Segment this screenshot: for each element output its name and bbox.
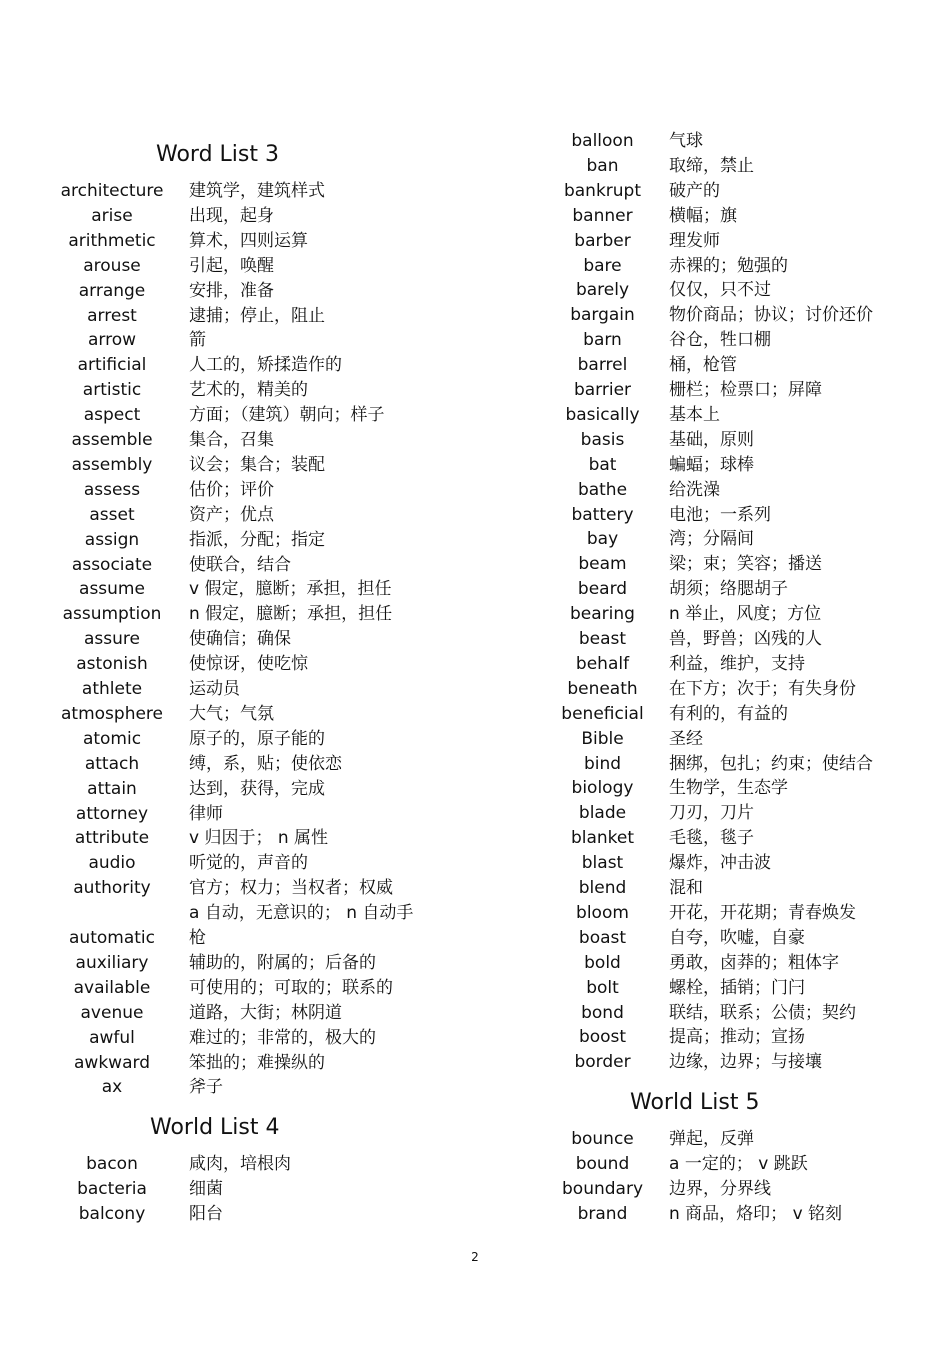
entry-definition: 人工的，矫揉造作的 bbox=[189, 355, 342, 376]
entry-word: atmosphere bbox=[61, 703, 163, 724]
entry-definition: 理发师 bbox=[669, 230, 720, 251]
entry-word: barrel bbox=[577, 355, 628, 376]
entry-word: attain bbox=[87, 778, 137, 799]
entry-word: atomic bbox=[82, 728, 142, 749]
word-entry bbox=[0, 876, 950, 900]
entry-definition: 使联合，结合 bbox=[189, 554, 291, 575]
entry-definition: 刀刃，刀片 bbox=[669, 803, 754, 824]
entry-word: arrest bbox=[87, 305, 137, 326]
entry-word: beneficial bbox=[561, 703, 644, 724]
entry-definition: 辅助的，附属的；后备的 bbox=[189, 952, 376, 973]
entry-word: bankrupt bbox=[563, 180, 642, 201]
entry-word: assign bbox=[84, 529, 140, 550]
entry-word: bloom bbox=[576, 902, 629, 923]
entry-definition: 可使用的；可取的；联系的 bbox=[189, 977, 393, 998]
entry-word: bathe bbox=[577, 479, 628, 500]
entry-definition: 笨拙的；难操纵的 bbox=[189, 1052, 325, 1073]
entry-word: assumption bbox=[62, 604, 162, 625]
entry-word: barn bbox=[583, 330, 622, 351]
entry-word: bind bbox=[583, 753, 622, 774]
entry-word: blanket bbox=[570, 828, 635, 849]
entry-word: athlete bbox=[81, 679, 143, 699]
entry-word: boost bbox=[578, 1027, 627, 1048]
entry-definition: 使确信；确保 bbox=[189, 629, 291, 650]
entry-definition: n 举止，风度；方位 bbox=[669, 604, 822, 625]
entry-word: arrange bbox=[78, 280, 146, 301]
entry-word: basically bbox=[565, 404, 640, 425]
word-entry bbox=[0, 826, 950, 850]
entry-word: attach bbox=[84, 753, 140, 774]
entry-word: assemble bbox=[71, 430, 153, 450]
entry-definition: 兽，野兽；凶残的人 bbox=[669, 629, 822, 649]
word-entry bbox=[0, 1177, 950, 1201]
entry-definition: 指派，分配；指定 bbox=[189, 529, 325, 550]
entry-definition: n 假定，臆断；承担，担任 bbox=[189, 604, 393, 625]
entry-definition: 自夸，吹嘘，自豪 bbox=[669, 927, 805, 948]
entry-definition: 桶，枪管 bbox=[669, 355, 737, 376]
entry-word: balloon bbox=[571, 131, 634, 151]
entry-word: barely bbox=[575, 280, 630, 301]
entry-definition: 引起，唤醒 bbox=[189, 255, 274, 276]
word-entry bbox=[0, 552, 950, 576]
entry-definition: 电池；一系列 bbox=[669, 504, 771, 525]
entry-word: Bible bbox=[581, 728, 624, 749]
word-entry bbox=[0, 453, 950, 477]
entry-definition: 大气；气氛 bbox=[189, 703, 274, 724]
entry-word: ban bbox=[586, 155, 619, 176]
entry-definition: 湾；分隔间 bbox=[669, 529, 754, 550]
entry-definition: 破产的 bbox=[669, 180, 720, 201]
entry-definition: 取缔，禁止 bbox=[669, 155, 754, 176]
page-number: 2 bbox=[471, 1250, 479, 1264]
word-entry bbox=[0, 1050, 950, 1074]
entry-definition: 听觉的，声音的 bbox=[189, 853, 308, 874]
entry-word: auxiliary bbox=[75, 952, 149, 973]
entry-definition: 边界，分界线 bbox=[669, 1178, 771, 1199]
section-title: World List 5 bbox=[630, 1090, 760, 1115]
entry-definition: 赤裸的；勉强的 bbox=[669, 255, 788, 276]
entry-definition: 栅栏；检票口；屏障 bbox=[669, 380, 822, 400]
entry-definition: 枪 bbox=[189, 928, 206, 948]
entry-definition: 毛毯，毯子 bbox=[669, 828, 754, 849]
entry-definition: 集合，召集 bbox=[189, 430, 274, 450]
entry-definition: 谷仓，牲口棚 bbox=[669, 330, 771, 351]
entry-definition: 安排，准备 bbox=[189, 280, 274, 301]
entry-word: astonish bbox=[76, 654, 148, 675]
entry-word: basis bbox=[580, 429, 625, 450]
entry-definition: 箭 bbox=[189, 330, 206, 351]
word-entry bbox=[0, 154, 950, 178]
word-entry bbox=[0, 801, 950, 825]
entry-definition: 边缘，边界；与接壤 bbox=[669, 1052, 822, 1073]
entry-definition: 生物学，生态学 bbox=[669, 778, 788, 799]
entry-definition: 达到，获得，完成 bbox=[189, 778, 325, 799]
entry-definition: 横幅；旗 bbox=[669, 205, 737, 226]
word-entry bbox=[0, 1152, 950, 1176]
entry-word: aspect bbox=[83, 405, 141, 426]
entry-definition: 有利的，有益的 bbox=[669, 703, 788, 724]
entry-definition: 原子的，原子能的 bbox=[189, 728, 325, 749]
section-title: World List 4 bbox=[150, 1115, 280, 1140]
entry-word: bat bbox=[588, 454, 617, 475]
entry-definition: 联结，联系；公债；契约 bbox=[669, 1002, 856, 1023]
entry-word: arithmetic bbox=[68, 230, 156, 251]
entry-word: bounce bbox=[571, 1129, 634, 1149]
word-entry bbox=[0, 129, 950, 153]
entry-definition: 基本上 bbox=[669, 404, 720, 425]
entry-word: blast bbox=[581, 853, 624, 874]
entry-word: beast bbox=[578, 629, 627, 649]
entry-word: biology bbox=[571, 778, 634, 799]
entry-word: architecture bbox=[60, 181, 164, 201]
entry-word: bargain bbox=[570, 305, 635, 326]
entry-word: bolt bbox=[586, 977, 619, 998]
entry-word: assess bbox=[83, 479, 141, 500]
entry-word: beard bbox=[577, 579, 628, 600]
word-entry bbox=[0, 1075, 950, 1099]
entry-word: assume bbox=[79, 579, 145, 600]
entry-definition: 律师 bbox=[189, 803, 223, 824]
word-entry bbox=[0, 1001, 950, 1025]
entry-word: beneath bbox=[567, 678, 638, 699]
word-entry bbox=[0, 328, 950, 352]
word-entry bbox=[0, 951, 950, 975]
entry-word: bay bbox=[586, 529, 619, 550]
entry-definition: a 自动，无意识的； n 自动手 bbox=[189, 903, 414, 924]
entry-definition: 仅仅，只不过 bbox=[669, 280, 771, 301]
entry-word: avenue bbox=[80, 1002, 144, 1023]
entry-word: attorney bbox=[75, 803, 149, 824]
entry-definition: 难过的；非常的，极大的 bbox=[189, 1027, 376, 1048]
word-entry bbox=[0, 204, 950, 228]
entry-word: authority bbox=[73, 878, 151, 899]
entry-definition: 蝙蝠；球棒 bbox=[669, 454, 754, 475]
entry-word: blend bbox=[578, 878, 627, 898]
word-entry bbox=[0, 1202, 950, 1226]
entry-word: balcony bbox=[78, 1203, 146, 1224]
word-entry bbox=[0, 727, 950, 751]
entry-word: banner bbox=[572, 205, 633, 226]
entry-word: audio bbox=[88, 853, 136, 874]
entry-definition: 物价商品；协议；讨价还价 bbox=[669, 305, 873, 326]
entry-word: bacteria bbox=[77, 1178, 147, 1199]
entry-word: blade bbox=[578, 803, 627, 824]
entry-word: boast bbox=[578, 927, 627, 948]
entry-definition: 运动员 bbox=[189, 679, 240, 699]
entry-definition: 官方；权力；当权者；权威 bbox=[189, 878, 393, 899]
entry-word: attribute bbox=[74, 828, 150, 849]
entry-word: asset bbox=[89, 504, 135, 525]
entry-word: barrier bbox=[573, 380, 632, 400]
word-entry bbox=[0, 503, 950, 527]
word-entry bbox=[0, 677, 950, 701]
entry-word: arise bbox=[91, 205, 133, 226]
entry-word: bearing bbox=[570, 604, 635, 625]
entry-definition: 爆炸，冲击波 bbox=[669, 853, 771, 874]
word-entry bbox=[0, 527, 950, 551]
word-entry bbox=[0, 652, 950, 676]
entry-word: beam bbox=[578, 554, 627, 575]
entry-word: assembly bbox=[71, 454, 153, 475]
entry-definition: 缚，系，贴；使依恋 bbox=[189, 753, 342, 774]
entry-word: artificial bbox=[77, 355, 147, 376]
entry-word: arouse bbox=[83, 255, 141, 276]
entry-definition: 开花，开花期；青春焕发 bbox=[669, 902, 856, 923]
entry-definition: 捆绑，包扎；约束；使结合 bbox=[669, 753, 873, 774]
entry-definition: 弹起，反弹 bbox=[669, 1129, 754, 1149]
entry-definition: v 假定，臆断；承担，担任 bbox=[189, 579, 392, 600]
word-entry bbox=[0, 403, 950, 427]
word-entry bbox=[0, 179, 950, 203]
word-entry bbox=[0, 901, 950, 925]
entry-word: brand bbox=[577, 1203, 628, 1224]
entry-definition: 胡须；络腮胡子 bbox=[669, 579, 788, 600]
entry-word: bold bbox=[584, 952, 621, 973]
word-entry bbox=[0, 478, 950, 502]
entry-definition: 阳台 bbox=[189, 1203, 223, 1224]
entry-definition: 使惊讶，使吃惊 bbox=[189, 654, 308, 675]
entry-definition: 资产；优点 bbox=[189, 504, 274, 525]
entry-word: border bbox=[574, 1052, 631, 1073]
word-entry bbox=[0, 378, 950, 402]
entry-word: bond bbox=[581, 1002, 624, 1023]
entry-definition: 算术，四则运算 bbox=[189, 230, 308, 251]
entry-definition: 道路，大街；林阴道 bbox=[189, 1002, 342, 1023]
entry-word: battery bbox=[571, 504, 634, 525]
entry-definition: 估价；评价 bbox=[189, 479, 274, 500]
entry-definition: 圣经 bbox=[669, 728, 703, 749]
entry-definition: 梁；束；笑容；播送 bbox=[669, 554, 822, 575]
word-entry bbox=[0, 577, 950, 601]
entry-definition: 出现，起身 bbox=[189, 205, 274, 226]
entry-definition: 在下方；次于；有失身份 bbox=[669, 678, 856, 699]
entry-definition: n 商品，烙印； v 铭刻 bbox=[669, 1203, 843, 1224]
entry-definition: 艺术的，精美的 bbox=[189, 380, 308, 401]
entry-word: awkward bbox=[74, 1052, 150, 1073]
word-entry bbox=[0, 627, 950, 651]
word-entry bbox=[0, 278, 950, 302]
entry-word: behalf bbox=[575, 653, 630, 674]
word-entry bbox=[0, 428, 950, 452]
word-entry bbox=[0, 702, 950, 726]
entry-definition: 方面；（建筑）朝向；样子 bbox=[189, 405, 385, 426]
entry-word: artistic bbox=[82, 380, 142, 401]
entry-definition: 斧子 bbox=[189, 1077, 223, 1098]
entry-word: boundary bbox=[562, 1178, 643, 1199]
entry-definition: 建筑学，建筑样式 bbox=[189, 181, 325, 201]
entry-word: automatic bbox=[69, 928, 155, 948]
entry-word: awful bbox=[89, 1027, 135, 1048]
entry-definition: 利益，维护，支持 bbox=[669, 653, 805, 674]
entry-word: arrow bbox=[87, 330, 137, 351]
entry-word: barber bbox=[574, 230, 631, 251]
entry-definition: a 一定的； v 跳跃 bbox=[669, 1153, 808, 1174]
entry-definition: 基础，原则 bbox=[669, 429, 754, 450]
word-entry bbox=[0, 602, 950, 626]
entry-word: associate bbox=[71, 554, 153, 575]
entry-definition: v 归因于； n 属性 bbox=[189, 828, 329, 849]
word-entry bbox=[0, 229, 950, 253]
entry-definition: 细菌 bbox=[189, 1178, 223, 1199]
word-entry bbox=[0, 976, 950, 1000]
entry-definition: 勇敢，卤莽的；粗体字 bbox=[669, 952, 839, 973]
entry-definition: 咸肉，培根肉 bbox=[189, 1154, 291, 1174]
entry-word: bound bbox=[575, 1153, 630, 1174]
entry-definition: 逮捕；停止，阻止 bbox=[189, 305, 325, 326]
entry-word: ax bbox=[101, 1077, 123, 1098]
entry-definition: 议会；集合；装配 bbox=[189, 454, 325, 475]
entry-definition: 混和 bbox=[669, 878, 703, 898]
word-entry bbox=[0, 752, 950, 776]
word-entry bbox=[0, 851, 950, 875]
entry-word: bare bbox=[583, 255, 622, 276]
word-entry bbox=[0, 1127, 950, 1151]
entry-word: bacon bbox=[86, 1154, 138, 1174]
entry-definition: 给洗澡 bbox=[669, 479, 720, 500]
word-entry bbox=[0, 1025, 950, 1049]
entry-definition: 气球 bbox=[669, 131, 703, 151]
word-entry bbox=[0, 254, 950, 278]
entry-definition: 提高；推动；宣扬 bbox=[669, 1027, 805, 1048]
entry-word: available bbox=[73, 977, 151, 998]
word-entry bbox=[0, 303, 950, 327]
word-entry bbox=[0, 926, 950, 950]
word-entry bbox=[0, 776, 950, 800]
section-title: Word List 3 bbox=[156, 142, 279, 167]
entry-word: assure bbox=[84, 629, 140, 650]
entry-definition: 螺栓，插销；门闩 bbox=[669, 977, 805, 998]
word-entry bbox=[0, 353, 950, 377]
